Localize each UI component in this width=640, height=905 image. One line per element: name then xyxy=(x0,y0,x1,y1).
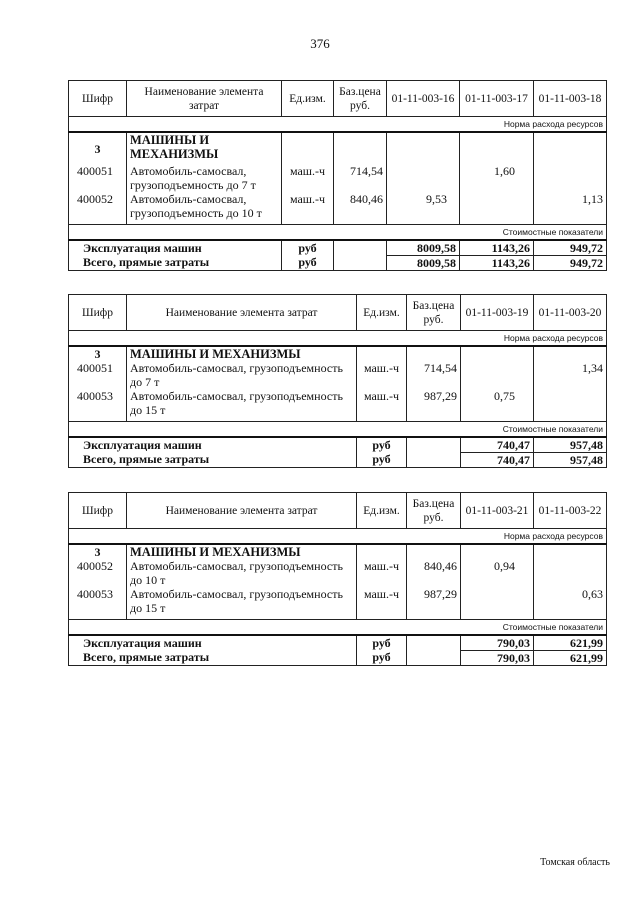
total-value: 1143,26 xyxy=(460,255,534,270)
operation-value: 949,72 xyxy=(534,240,607,256)
section-number: 3 xyxy=(69,346,127,361)
resource-norm-row xyxy=(69,529,607,545)
row-code: 400051 xyxy=(69,164,127,192)
operation-unit: руб xyxy=(357,635,407,651)
row-value: 9,53 xyxy=(387,192,460,224)
region-footer: Томская область xyxy=(540,857,610,868)
section-title: МАШИНЫ И МЕХАНИЗМЫ xyxy=(127,544,357,559)
section-number: 3 xyxy=(69,132,127,164)
row-name: Автомобиль-самосвал, грузоподъемность до 15 т xyxy=(127,587,357,619)
column-header: 01-11-003-19 xyxy=(461,295,534,331)
row-value xyxy=(461,361,534,389)
header-row xyxy=(69,81,607,117)
row-price: 840,46 xyxy=(407,559,461,587)
resource-norm-label: Норма расхода ресурсов xyxy=(69,529,607,545)
section-row xyxy=(69,544,607,559)
column-header: 01-11-003-22 xyxy=(534,493,607,529)
unit-header: Ед.изм. xyxy=(357,295,407,331)
row-price: 840,46 xyxy=(334,192,387,224)
table-row xyxy=(69,587,607,619)
cost-indicators-label: Стоимостные показатели xyxy=(69,421,607,437)
section-title: МАШИНЫ И МЕХАНИЗМЫ xyxy=(127,346,357,361)
row-value: 0,63 xyxy=(534,587,607,619)
total-unit: руб xyxy=(282,255,334,270)
total-label: Всего, прямые затраты xyxy=(69,650,357,665)
resource-norm-label: Норма расхода ресурсов xyxy=(69,331,607,347)
section-row xyxy=(69,346,607,361)
resource-norm-label: Норма расхода ресурсов xyxy=(69,117,607,133)
price-header: Баз.цена руб. xyxy=(407,493,461,529)
total-value: 740,47 xyxy=(461,452,534,467)
total-unit: руб xyxy=(357,650,407,665)
estimate-table-2 xyxy=(68,294,607,468)
name-header: Наименование элемента затрат xyxy=(127,493,357,529)
price-header: Баз.цена руб. xyxy=(407,295,461,331)
row-price: 987,29 xyxy=(407,389,461,421)
estimate-table-3 xyxy=(68,492,607,666)
code-header: Шифр xyxy=(69,493,127,529)
row-value: 0,75 xyxy=(461,389,534,421)
section-number: 3 xyxy=(69,544,127,559)
name-header: Наименование элемента затрат xyxy=(127,295,357,331)
column-header: 01-11-003-21 xyxy=(461,493,534,529)
unit-header: Ед.изм. xyxy=(357,493,407,529)
operation-value: 957,48 xyxy=(534,437,607,453)
total-value: 790,03 xyxy=(461,650,534,665)
table-row xyxy=(69,361,607,389)
row-value: 0,94 xyxy=(461,559,534,587)
cost-indicators-row xyxy=(69,619,607,635)
estimate-table-1 xyxy=(68,80,607,271)
row-code: 400052 xyxy=(69,192,127,224)
row-code: 400052 xyxy=(69,559,127,587)
operation-unit: руб xyxy=(282,240,334,256)
table-row xyxy=(69,389,607,421)
cost-indicators-label: Стоимостные показатели xyxy=(69,619,607,635)
row-unit: маш.-ч xyxy=(282,164,334,192)
total-unit: руб xyxy=(357,452,407,467)
total-row xyxy=(69,650,607,665)
operation-label: Эксплуатация машин xyxy=(69,635,357,651)
header-row xyxy=(69,295,607,331)
row-value: 1,34 xyxy=(534,361,607,389)
name-header: Наименование элемента затрат xyxy=(127,81,282,117)
section-title: МАШИНЫ И МЕХАНИЗМЫ xyxy=(127,132,282,164)
operation-value: 790,03 xyxy=(461,635,534,651)
row-value xyxy=(534,164,607,192)
row-price: 714,54 xyxy=(407,361,461,389)
row-value xyxy=(534,389,607,421)
resource-norm-row xyxy=(69,117,607,133)
price-header: Баз.цена руб. xyxy=(334,81,387,117)
row-name: Автомобиль-самосвал, грузоподъемность до 15 т xyxy=(127,389,357,421)
cost-indicators-label: Стоимостные показатели xyxy=(69,224,607,240)
operation-value: 621,99 xyxy=(534,635,607,651)
code-header: Шифр xyxy=(69,295,127,331)
row-code: 400053 xyxy=(69,587,127,619)
operation-row xyxy=(69,635,607,651)
total-value: 8009,58 xyxy=(387,255,460,270)
column-header: 01-11-003-20 xyxy=(534,295,607,331)
operation-label: Эксплуатация машин xyxy=(69,437,357,453)
row-value: 1,13 xyxy=(534,192,607,224)
page-number: 376 xyxy=(310,36,330,51)
table-row xyxy=(69,164,607,192)
row-unit: маш.-ч xyxy=(357,361,407,389)
unit-header: Ед.изм. xyxy=(282,81,334,117)
row-value xyxy=(460,192,534,224)
row-name: Автомобиль-самосвал, грузоподъемность до 7 т xyxy=(127,361,357,389)
row-price: 714,54 xyxy=(334,164,387,192)
code-header: Шифр xyxy=(69,81,127,117)
operation-row xyxy=(69,240,607,256)
total-value: 957,48 xyxy=(534,452,607,467)
total-label: Всего, прямые затраты xyxy=(69,255,282,270)
row-price: 987,29 xyxy=(407,587,461,619)
column-header: 01-11-003-18 xyxy=(534,81,607,117)
total-label: Всего, прямые затраты xyxy=(69,452,357,467)
row-unit: маш.-ч xyxy=(357,389,407,421)
operation-unit: руб xyxy=(357,437,407,453)
column-header: 01-11-003-16 xyxy=(387,81,460,117)
operation-value: 8009,58 xyxy=(387,240,460,256)
operation-label: Эксплуатация машин xyxy=(69,240,282,256)
column-header: 01-11-003-17 xyxy=(460,81,534,117)
row-unit: маш.-ч xyxy=(282,192,334,224)
section-row xyxy=(69,132,607,164)
header-row xyxy=(69,493,607,529)
row-code: 400053 xyxy=(69,389,127,421)
resource-norm-row xyxy=(69,331,607,347)
operation-row xyxy=(69,437,607,453)
table-row xyxy=(69,192,607,224)
row-name: Автомобиль-самосвал, грузоподъемность до 7 т xyxy=(127,164,282,192)
row-name: Автомобиль-самосвал, грузоподъемность до 10 т xyxy=(127,192,282,224)
row-unit: маш.-ч xyxy=(357,559,407,587)
operation-value: 740,47 xyxy=(461,437,534,453)
total-row xyxy=(69,452,607,467)
row-value: 1,60 xyxy=(460,164,534,192)
total-value: 621,99 xyxy=(534,650,607,665)
total-value: 949,72 xyxy=(534,255,607,270)
total-row xyxy=(69,255,607,270)
row-value xyxy=(461,587,534,619)
row-unit: маш.-ч xyxy=(357,587,407,619)
cost-indicators-row xyxy=(69,421,607,437)
table-row xyxy=(69,559,607,587)
row-name: Автомобиль-самосвал, грузоподъемность до 10 т xyxy=(127,559,357,587)
operation-value: 1143,26 xyxy=(460,240,534,256)
row-code: 400051 xyxy=(69,361,127,389)
row-value xyxy=(534,559,607,587)
row-value xyxy=(387,164,460,192)
cost-indicators-row xyxy=(69,224,607,240)
